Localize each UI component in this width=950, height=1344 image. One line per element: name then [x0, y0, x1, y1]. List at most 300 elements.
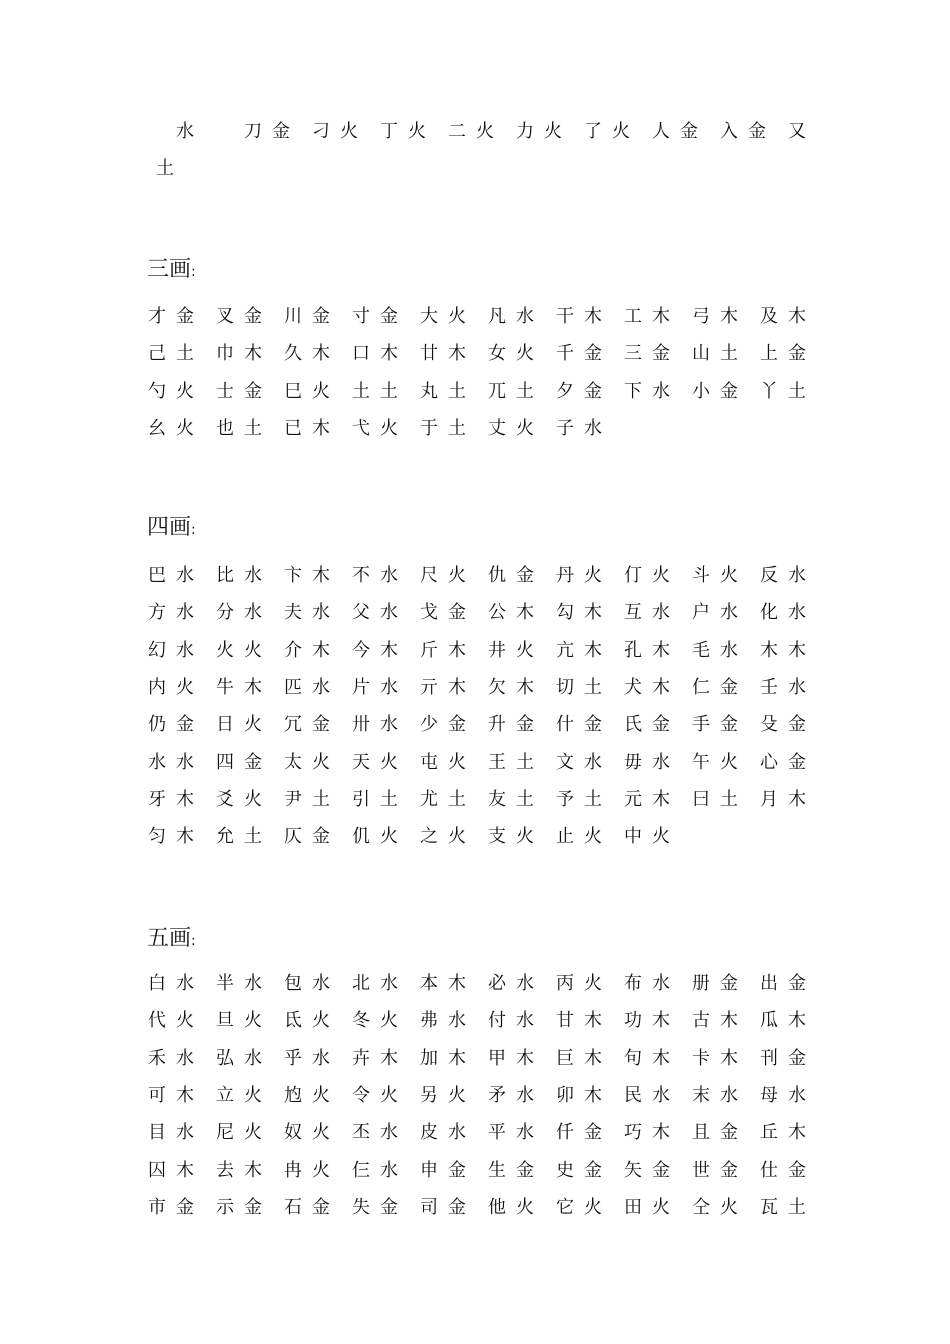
char: 于 [420, 417, 438, 439]
char-entry [148, 676, 216, 700]
char: 火 [720, 565, 738, 586]
char-entry [488, 972, 556, 996]
char-row [148, 1159, 828, 1183]
char: 水 [516, 1084, 534, 1106]
char-entry [216, 1196, 284, 1220]
char: 付 [488, 1010, 506, 1032]
char: 什 [556, 714, 574, 736]
section-heading-text: 三画 [147, 257, 192, 282]
char: 尺 [420, 565, 438, 586]
char-entry [488, 1121, 556, 1145]
char: 土 [380, 380, 398, 402]
section-heading [147, 514, 196, 544]
char: 木 [584, 1084, 602, 1106]
char-entry [760, 713, 828, 737]
char: 金 [516, 1159, 534, 1181]
char-row [148, 342, 828, 366]
char: 已 [284, 417, 302, 439]
char: 毛 [692, 639, 710, 661]
char-entry [216, 305, 284, 329]
char: 水 [584, 751, 602, 773]
char-entry [624, 676, 692, 700]
char: 水 [516, 1010, 534, 1032]
char: 巨 [556, 1047, 574, 1069]
char: 水 [788, 565, 806, 586]
char: 矢 [624, 1159, 642, 1181]
char: 寸 [352, 306, 370, 327]
char: 下 [624, 380, 642, 402]
char: 木 [312, 565, 330, 586]
char-entry [692, 342, 760, 366]
char: 戈 [420, 602, 438, 624]
char: 水 [312, 602, 330, 624]
char: 金 [788, 1047, 806, 1069]
char: 木 [652, 1047, 670, 1069]
char: 木 [788, 1010, 806, 1032]
char-entry [488, 713, 556, 737]
char-entry [216, 1159, 284, 1183]
char-row [148, 788, 828, 812]
char-row [148, 676, 828, 700]
char: 土 [448, 380, 466, 402]
char: 卉 [352, 1047, 370, 1069]
char-entry [284, 1196, 352, 1220]
char: 弓 [692, 306, 710, 327]
char: 水 [312, 1047, 330, 1069]
char: 史 [556, 1159, 574, 1181]
char: 屯 [420, 751, 438, 773]
char-entry [488, 417, 556, 441]
char: 幻 [148, 639, 166, 661]
char: 千 [556, 343, 574, 365]
section-heading-colon: : [191, 522, 196, 538]
char-entry [624, 639, 692, 663]
char: 火 [544, 121, 562, 142]
char: 火 [516, 343, 534, 365]
char: 川 [284, 306, 302, 327]
char: 木 [652, 306, 670, 327]
char: 人 [652, 121, 670, 142]
char: 入 [720, 121, 738, 142]
char: 片 [352, 676, 370, 698]
char: 干 [556, 306, 574, 327]
char-entry [692, 1009, 760, 1033]
char-entry [420, 380, 488, 404]
char: 土 [176, 343, 194, 365]
char: 尼 [216, 1122, 234, 1144]
char: 弘 [216, 1047, 234, 1069]
char-entry [420, 972, 488, 996]
char: 金 [312, 1196, 330, 1218]
char: 母 [760, 1084, 778, 1106]
char: 金 [720, 380, 738, 402]
char: 金 [448, 714, 466, 736]
char: 勺 [148, 380, 166, 402]
char: 火 [244, 714, 262, 736]
char-row [148, 1121, 828, 1145]
char: 金 [448, 1196, 466, 1218]
char: 了 [584, 121, 602, 142]
char-entry [284, 676, 352, 700]
char: 火 [244, 1122, 262, 1144]
char: 金 [312, 826, 330, 848]
char-entry [556, 1047, 624, 1071]
char: 卯 [556, 1084, 574, 1106]
char: 火 [448, 1084, 466, 1106]
char: 化 [760, 602, 778, 624]
char: 火 [312, 751, 330, 773]
char: 火 [720, 751, 738, 773]
char-entry [692, 676, 760, 700]
char-entry [624, 1009, 692, 1033]
char: 火 [448, 826, 466, 848]
char: 矛 [488, 1084, 506, 1106]
char: 北 [352, 973, 370, 994]
char: 金 [720, 714, 738, 736]
char: 瓜 [760, 1010, 778, 1032]
char: 冬 [352, 1010, 370, 1032]
char: 欠 [488, 676, 506, 698]
char-entry [692, 972, 760, 996]
char: 火 [516, 826, 534, 848]
char: 白 [148, 973, 166, 994]
char: 水 [244, 973, 262, 994]
char-entry [692, 1047, 760, 1071]
char-entry [692, 380, 760, 404]
char: 又 [788, 121, 806, 142]
char-entry [692, 601, 760, 625]
char-entry [284, 601, 352, 625]
char-entry [556, 417, 624, 441]
char: 上 [760, 343, 778, 365]
char: 小 [692, 380, 710, 402]
char: 火 [176, 380, 194, 402]
char-entry [148, 1047, 216, 1071]
section-heading-text: 五画 [147, 926, 192, 951]
char: 井 [488, 639, 506, 661]
char: 火 [176, 417, 194, 439]
char: 册 [692, 973, 710, 994]
char-entry [420, 1084, 488, 1108]
char-entry [216, 788, 284, 812]
char-entry [148, 1084, 216, 1108]
char-entry [556, 751, 624, 775]
char: 令 [352, 1084, 370, 1106]
char: 卞 [284, 565, 302, 586]
char: 金 [652, 343, 670, 365]
char: 己 [148, 343, 166, 365]
char-entry [760, 1159, 828, 1183]
char: 石 [284, 1196, 302, 1218]
char: 金 [652, 714, 670, 736]
char: 功 [624, 1010, 642, 1032]
char: 金 [720, 1159, 738, 1181]
char: 生 [488, 1159, 506, 1181]
section-heading-colon: : [191, 933, 196, 949]
char: 目 [148, 1122, 166, 1144]
char: 金 [720, 1122, 738, 1144]
char-entry [284, 305, 352, 329]
char: 亢 [556, 639, 574, 661]
char: 水 [516, 973, 534, 994]
char: 少 [420, 714, 438, 736]
char: 水 [380, 973, 398, 994]
char-entry [156, 157, 224, 181]
char: 金 [584, 1122, 602, 1144]
char: 公 [488, 602, 506, 624]
char-entry [760, 342, 828, 366]
char-row [148, 1009, 828, 1033]
char: 巴 [148, 565, 166, 586]
char: 市 [148, 1196, 166, 1218]
char: 仟 [556, 1122, 574, 1144]
char-entry [556, 1121, 624, 1145]
char-entry [760, 639, 828, 663]
char: 壬 [760, 676, 778, 698]
char-entry [352, 788, 420, 812]
char-entry [284, 1047, 352, 1071]
char-entry [352, 1009, 420, 1033]
char: 才 [148, 306, 166, 327]
char-entry [352, 972, 420, 996]
char: 升 [488, 714, 506, 736]
char: 金 [380, 306, 398, 327]
char: 出 [760, 973, 778, 994]
char: 句 [624, 1047, 642, 1069]
char: 木 [176, 1159, 194, 1181]
char: 木 [244, 343, 262, 365]
char-entry [760, 601, 828, 625]
char: 火 [244, 639, 262, 661]
char-entry [692, 1159, 760, 1183]
char: 旦 [216, 1010, 234, 1032]
char: 尥 [284, 1084, 302, 1106]
char: 冉 [284, 1159, 302, 1181]
char-row [148, 305, 828, 329]
char: 金 [380, 1196, 398, 1218]
char: 日 [216, 714, 234, 736]
char: 金 [788, 973, 806, 994]
char: 金 [448, 1159, 466, 1181]
char-entry [216, 639, 284, 663]
char: 木 [448, 676, 466, 698]
char-entry [352, 564, 420, 588]
char: 金 [176, 306, 194, 327]
char: 民 [624, 1084, 642, 1106]
char: 土 [516, 751, 534, 773]
char: 太 [284, 751, 302, 773]
char: 兀 [488, 380, 506, 402]
char: 叉 [216, 306, 234, 327]
char-entry [760, 751, 828, 775]
char: 木 [652, 1122, 670, 1144]
char: 水 [720, 639, 738, 661]
char-row [148, 713, 828, 737]
char-entry [692, 1121, 760, 1145]
char: 土 [244, 417, 262, 439]
char-entry [760, 1196, 828, 1220]
char-row [148, 825, 692, 849]
char-entry [760, 972, 828, 996]
char: 木 [584, 639, 602, 661]
char: 金 [448, 602, 466, 624]
char: 包 [284, 973, 302, 994]
char: 水 [380, 565, 398, 586]
char: 水 [516, 1122, 534, 1144]
char: 木 [652, 639, 670, 661]
char-row [148, 1084, 828, 1108]
char: 及 [760, 306, 778, 327]
char: 火 [584, 1196, 602, 1218]
char-entry [556, 380, 624, 404]
char: 仕 [760, 1159, 778, 1181]
char-entry [420, 1121, 488, 1145]
char: 木 [176, 788, 194, 810]
char: 卡 [692, 1047, 710, 1069]
char: 它 [556, 1196, 574, 1218]
char-entry [284, 639, 352, 663]
char: 金 [244, 1196, 262, 1218]
char-entry [624, 601, 692, 625]
char: 今 [352, 639, 370, 661]
char: 火 [216, 639, 234, 661]
char-entry [284, 751, 352, 775]
char: 火 [244, 788, 262, 810]
char: 末 [692, 1084, 710, 1106]
char: 木 [448, 1047, 466, 1069]
char: 甲 [488, 1047, 506, 1069]
char: 亓 [420, 676, 438, 698]
char: 水 [176, 565, 194, 586]
char-entry [488, 1084, 556, 1108]
char: 夕 [556, 380, 574, 402]
char: 山 [692, 343, 710, 365]
char: 尹 [284, 788, 302, 810]
char-entry [624, 1084, 692, 1108]
char-entry [624, 564, 692, 588]
char-entry [556, 713, 624, 737]
char-entry [516, 120, 584, 144]
char: 甘 [556, 1010, 574, 1032]
char: 代 [148, 1010, 166, 1032]
char: 木 [448, 343, 466, 365]
char-entry [148, 972, 216, 996]
char-entry [216, 342, 284, 366]
char: 金 [788, 1159, 806, 1181]
char: 可 [148, 1084, 166, 1106]
char-entry [420, 788, 488, 812]
char: 火 [516, 417, 534, 439]
char: 月 [760, 788, 778, 810]
char: 木 [788, 306, 806, 327]
char: 卅 [352, 714, 370, 736]
char-entry [556, 342, 624, 366]
char: 分 [216, 602, 234, 624]
char: 丫 [760, 380, 778, 402]
char: 午 [692, 751, 710, 773]
char: 水 [652, 380, 670, 402]
char: 木 [516, 1047, 534, 1069]
char: 切 [556, 676, 574, 698]
char: 水 [176, 973, 194, 994]
char: 木 [380, 639, 398, 661]
char-entry [584, 120, 652, 144]
char: 二 [448, 121, 466, 142]
char: 土 [788, 1196, 806, 1218]
char-entry [556, 305, 624, 329]
char: 木 [788, 639, 806, 661]
char: 水 [176, 121, 194, 142]
char-entry [352, 1047, 420, 1071]
char: 木 [652, 788, 670, 810]
char: 土 [448, 788, 466, 810]
continued-row [176, 120, 856, 144]
char: 火 [312, 1159, 330, 1181]
char-entry [148, 1196, 216, 1220]
char-entry [216, 1121, 284, 1145]
char: 引 [352, 788, 370, 810]
char: 火 [244, 1084, 262, 1106]
char: 金 [652, 1159, 670, 1181]
char: 天 [352, 751, 370, 773]
char-entry [352, 417, 420, 441]
char-entry [216, 601, 284, 625]
char: 水 [380, 714, 398, 736]
char-entry [284, 417, 352, 441]
char-entry [420, 601, 488, 625]
char-row [148, 1047, 828, 1071]
char-entry [148, 342, 216, 366]
char-entry [216, 751, 284, 775]
char-entry [488, 676, 556, 700]
char: 必 [488, 973, 506, 994]
section-heading [147, 256, 196, 286]
char-entry [760, 380, 828, 404]
char: 木 [516, 602, 534, 624]
char: 木 [720, 306, 738, 327]
char: 木 [448, 639, 466, 661]
char: 火 [448, 306, 466, 327]
char-entry [352, 825, 420, 849]
char-entry [652, 120, 720, 144]
char: 介 [284, 639, 302, 661]
char: 户 [692, 602, 710, 624]
char: 水 [176, 602, 194, 624]
char: 木 [380, 343, 398, 365]
char-entry [624, 380, 692, 404]
char-entry [176, 120, 244, 144]
section-heading-text: 四画 [147, 515, 192, 540]
char: 木 [720, 1047, 738, 1069]
char: 火 [652, 565, 670, 586]
char: 火 [584, 973, 602, 994]
char-entry [284, 825, 352, 849]
continued-row-wrap [156, 157, 224, 181]
char-entry [420, 305, 488, 329]
char: 木 [244, 676, 262, 698]
char: 大 [420, 306, 438, 327]
char: 立 [216, 1084, 234, 1106]
char-entry [556, 1009, 624, 1033]
char: 田 [624, 1196, 642, 1218]
char: 土 [788, 380, 806, 402]
char: 布 [624, 973, 642, 994]
char: 水 [652, 751, 670, 773]
section-heading [147, 925, 196, 955]
section-heading-colon: : [191, 264, 196, 280]
char-entry [488, 1196, 556, 1220]
char-entry [556, 788, 624, 812]
